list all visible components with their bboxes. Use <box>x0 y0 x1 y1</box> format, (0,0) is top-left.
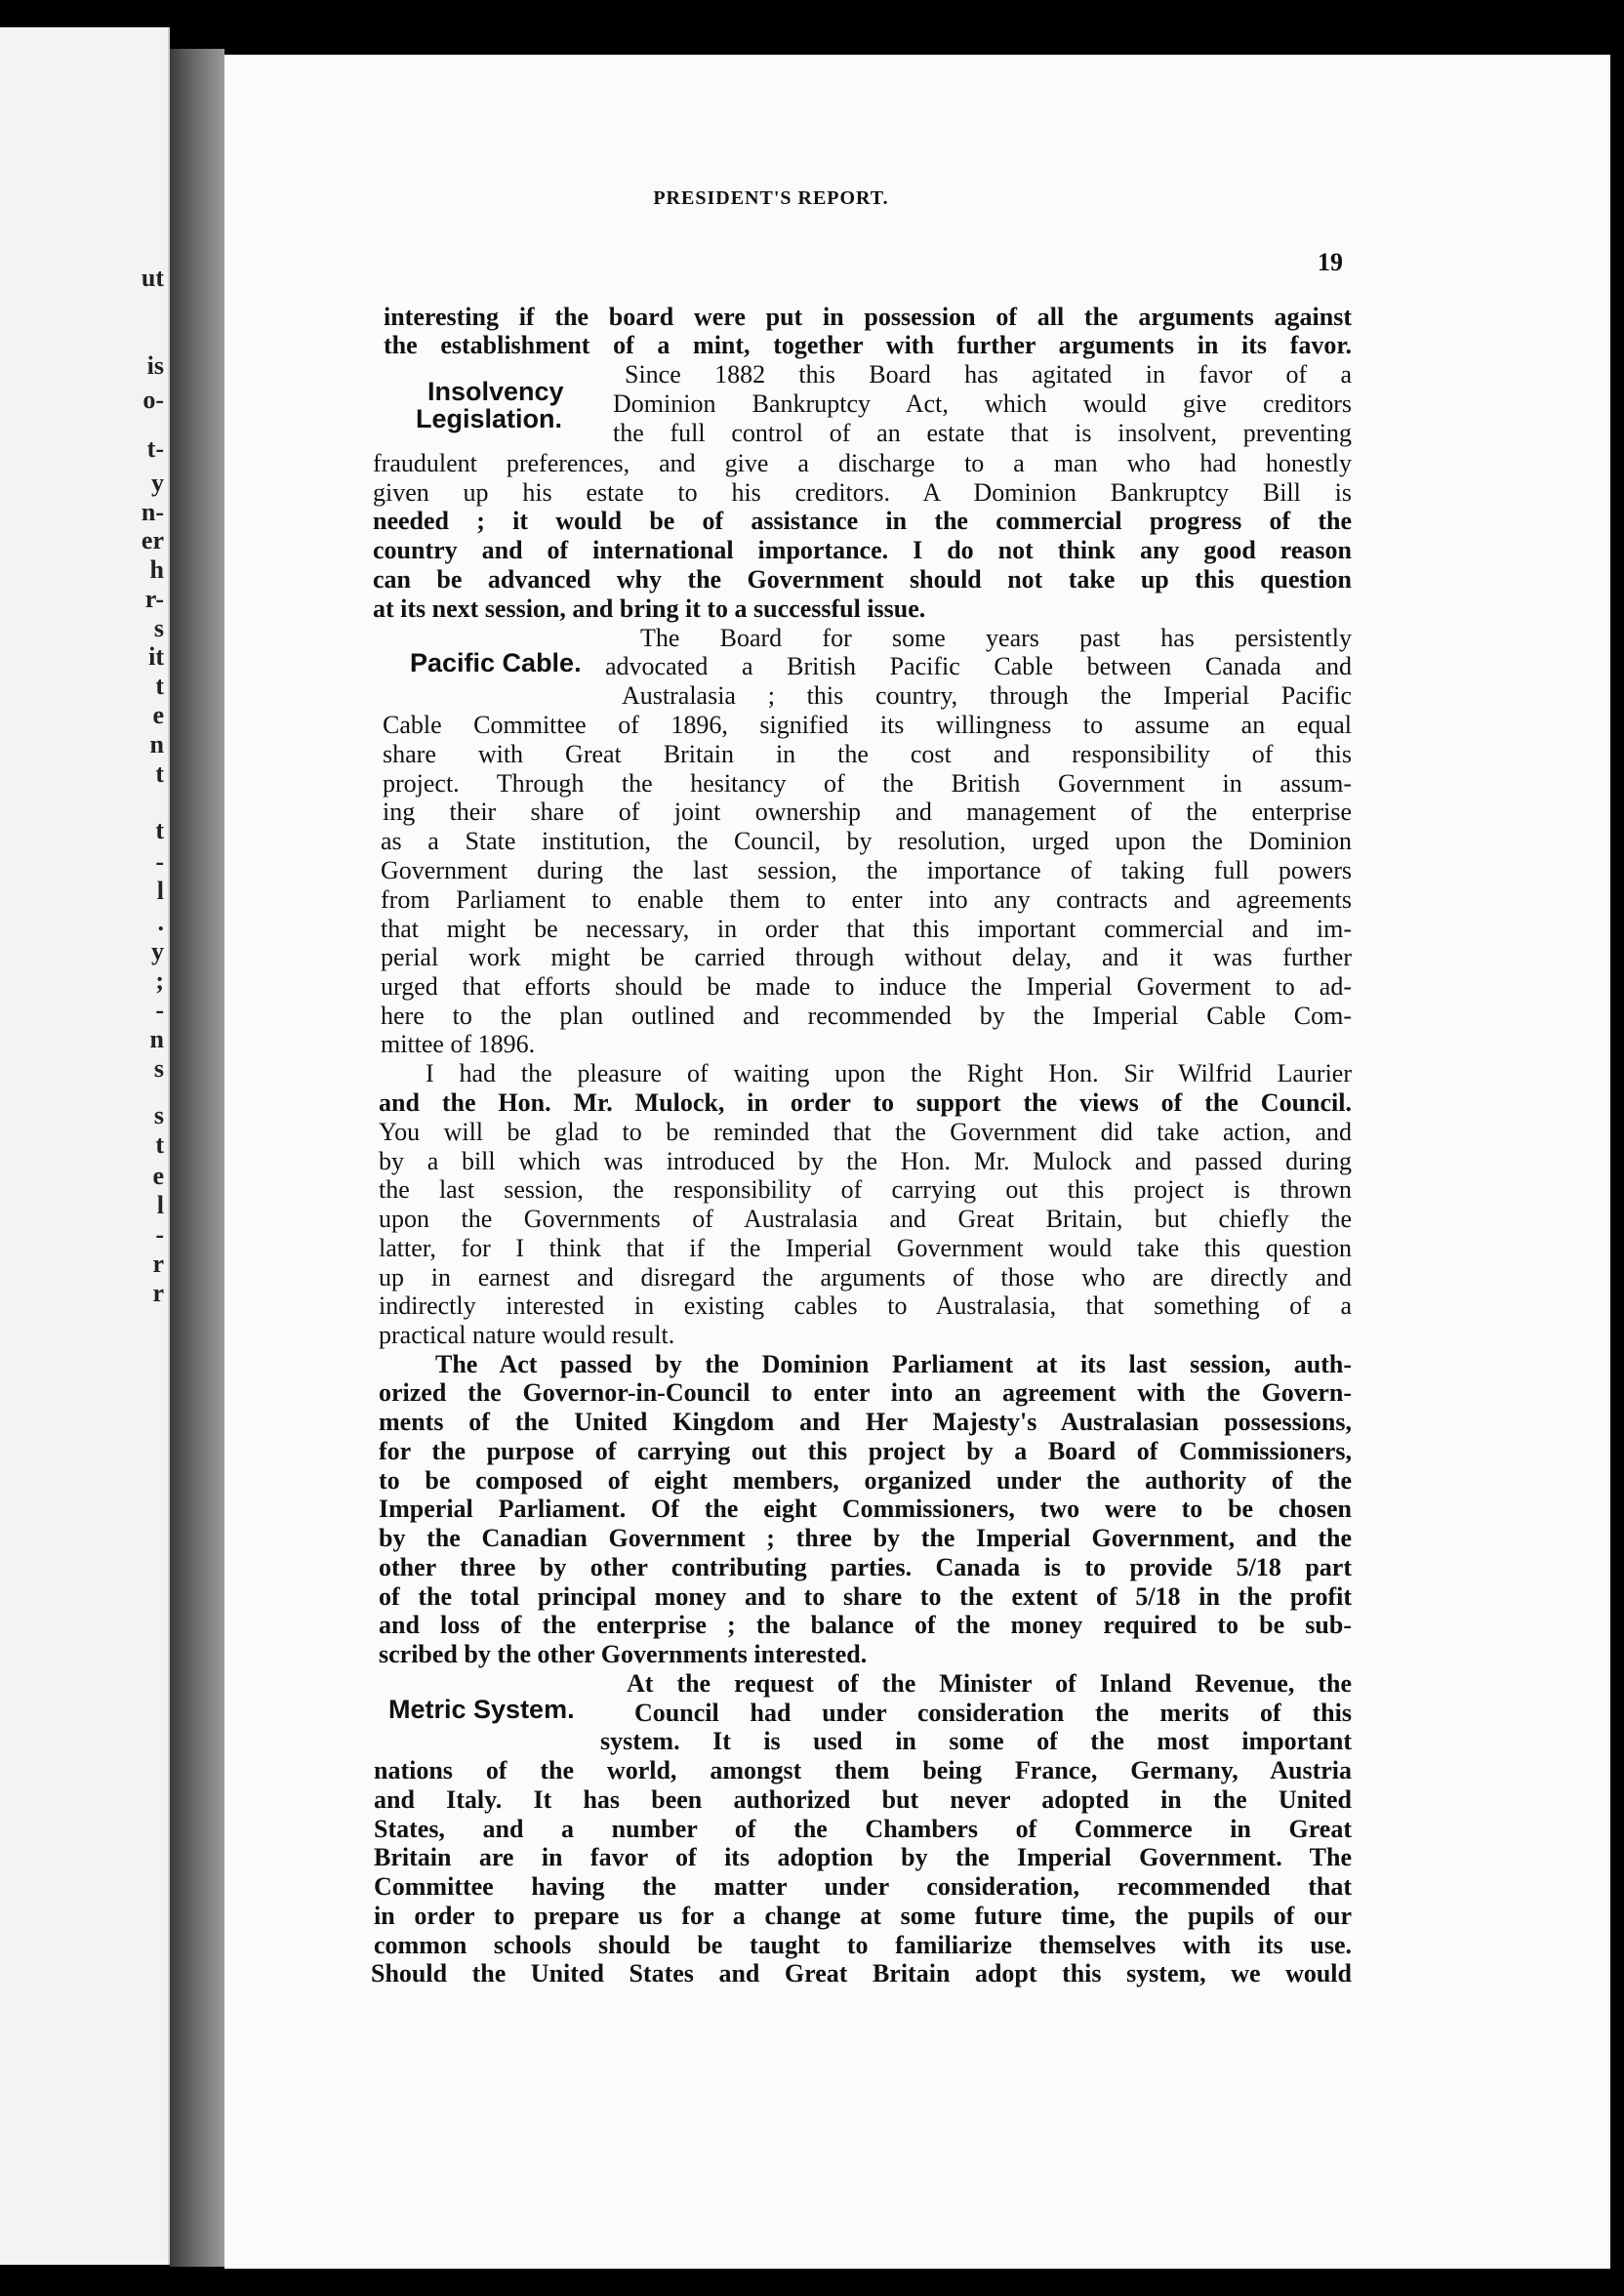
text-line: Since 1882 this Board has agitated in favor of a <box>625 360 1352 389</box>
facing-page-fragment: y <box>151 469 164 497</box>
text-line: At the request of the Minister of Inland Revenue, the <box>627 1669 1352 1698</box>
facing-page-fragment: ; <box>155 966 164 995</box>
facing-page-fragment: t <box>155 816 164 844</box>
text-line: Cable Committee of 1896, signified its willingness to assume an equal <box>383 711 1352 739</box>
text-line: needed ; it would be of assistance in the commercial progress of the <box>373 507 1352 535</box>
facing-page-fragment: s <box>153 1054 164 1083</box>
text-line: upon the Governments of Australasia and Great Britain, but chiefly the <box>379 1205 1352 1233</box>
text-line: by the Canadian Government ; three by the Imperial Government, and the <box>379 1524 1352 1552</box>
text-line: the full control of an estate that is insolvent, preventing <box>613 419 1352 447</box>
running-title: PRESIDENT'S REPORT. <box>653 187 889 209</box>
text-line: latter, for I think that if the Imperial Government would take this question <box>379 1234 1352 1262</box>
text-line: Committee having the matter under consideration, recommended that <box>374 1872 1352 1901</box>
text-line: can be advanced why the Government should not take up this question <box>373 565 1352 594</box>
facing-page-fragment: t- <box>146 434 164 463</box>
text-line: to be composed of eight members, organized under the authority of the <box>379 1466 1352 1495</box>
facing-page-fragment: r <box>152 1279 164 1307</box>
facing-page-fragment: it <box>148 642 164 671</box>
facing-page-fragment: o- <box>142 386 164 414</box>
text-line: country and of international importance. I do not think any good reason <box>373 536 1352 564</box>
facing-page-edge <box>0 27 170 2265</box>
text-line: by a bill which was introduced by the Hon. Mr. Mulock and passed during <box>379 1147 1352 1175</box>
facing-page-fragment: s <box>153 614 164 642</box>
text-line: system. It is used in some of the most important <box>600 1727 1352 1755</box>
facing-page-fragment: l <box>156 877 164 905</box>
text-line: for the purpose of carrying out this project by a Board of Commissioners, <box>379 1437 1352 1465</box>
text-line: other three by other contributing parties. Canada is to provide 5/18 part <box>379 1553 1352 1581</box>
facing-page-fragment: h <box>149 555 164 584</box>
facing-page-fragment: t <box>155 1130 164 1159</box>
sidenote-pacific-cable: Pacific Cable. <box>410 648 582 677</box>
text-line: orized the Governor-in-Council to enter into an agreement with the Govern- <box>379 1378 1352 1407</box>
facing-page-fragment: e <box>152 701 164 729</box>
text-line: mittee of 1896. <box>381 1030 536 1058</box>
facing-page-fragment: r- <box>144 585 164 613</box>
sidenote-metric-system: Metric System. <box>388 1695 575 1724</box>
text-line: project. Through the hesitancy of the British Government in assum- <box>383 769 1352 798</box>
text-line: as a State institution, the Council, by resolution, urged upon the Dominion <box>381 827 1352 855</box>
facing-page-fragment: y <box>151 937 164 965</box>
text-line: States, and a number of the Chambers of Commerce in Great <box>374 1815 1352 1843</box>
text-line: and loss of the enterprise ; the balance of the money required to be sub- <box>379 1611 1352 1639</box>
text-line: up in earnest and disregard the arguments of those who are directly and <box>379 1263 1352 1292</box>
text-line: Dominion Bankruptcy Act, which would give creditors <box>613 390 1352 418</box>
facing-page-fragment: r <box>152 1250 164 1278</box>
text-line: ments of the United Kingdom and Her Majesty's Australasian possessions, <box>379 1408 1352 1436</box>
text-line: at its next session, and bring it to a successful issue. <box>373 594 926 623</box>
text-line: interesting if the board were put in possession of all the arguments against <box>384 303 1352 331</box>
text-line: that might be necessary, in order that this important commercial and im- <box>381 915 1352 943</box>
text-line: from Parliament to enable them to enter into any contracts and agreements <box>381 885 1352 914</box>
facing-page-fragment: ut <box>141 264 164 292</box>
facing-page-fragment: t <box>155 759 164 788</box>
text-line: Government during the last session, the importance of taking full powers <box>381 856 1352 884</box>
facing-page-fragment: er <box>141 526 164 554</box>
facing-page-fragment: n <box>149 730 164 758</box>
text-line: share with Great Britain in the cost and responsibility of this <box>383 740 1352 768</box>
text-line: and Italy. It has been authorized but never adopted in the United <box>374 1785 1352 1814</box>
text-line: I had the pleasure of waiting upon the Right Hon. Sir Wilfrid Laurier <box>426 1059 1352 1087</box>
facing-page-fragment: t <box>155 672 164 700</box>
text-line: here to the plan outlined and recommended by the Imperial Cable Com- <box>381 1002 1352 1030</box>
text-line: Council had under consideration the merits of this <box>634 1699 1352 1727</box>
text-line: Australasia ; this country, through the Imperial Pacific <box>622 681 1352 710</box>
book-gutter <box>170 49 224 2267</box>
page-number: 19 <box>1318 248 1343 276</box>
facing-page-fragment: - <box>155 847 164 876</box>
text-line: Britain are in favor of its adoption by the Imperial Government. The <box>374 1843 1352 1871</box>
text-line: fraudulent preferences, and give a discharge to a man who had honestly <box>373 449 1352 477</box>
facing-page-fragment: is <box>146 351 164 380</box>
text-line: The Board for some years past has persistently <box>640 624 1352 652</box>
text-line: scribed by the other Governments interested. <box>379 1640 868 1668</box>
text-line: common schools should be taught to familiarize themselves with its use. <box>374 1931 1352 1959</box>
text-line: You will be glad to be reminded that the Government did take action, and <box>379 1118 1352 1146</box>
facing-page-fragment: e <box>152 1162 164 1190</box>
facing-page-fragment: n- <box>141 498 164 526</box>
text-line: the last session, the responsibility of carrying out this project is thrown <box>379 1175 1352 1204</box>
facing-page-fragment: . <box>157 908 164 936</box>
text-line: indirectly interested in existing cables to Australasia, that something of a <box>379 1292 1352 1320</box>
text-line: practical nature would result. <box>379 1321 675 1349</box>
sidenote-insolvency-1: Insolvency <box>427 377 564 406</box>
text-line: in order to prepare us for a change at some future time, the pupils of our <box>374 1902 1352 1930</box>
text-line: the establishment of a mint, together with further arguments in its favor. <box>384 331 1352 359</box>
text-line: nations of the world, amongst them being France, Germany, Austria <box>374 1756 1352 1784</box>
text-line: Imperial Parliament. Of the eight Commissioners, two were to be chosen <box>379 1495 1352 1523</box>
text-line: advocated a British Pacific Cable between Canada and <box>605 652 1352 680</box>
facing-page-fragment: l <box>156 1191 164 1219</box>
facing-page-fragment: - <box>155 996 164 1024</box>
text-line: given up his estate to his creditors. A Dominion Bankruptcy Bill is <box>373 478 1352 507</box>
text-line: Should the United States and Great Britain adopt this system, we would <box>371 1959 1352 1988</box>
text-line: ing their share of joint ownership and management of the enterprise <box>383 798 1352 826</box>
facing-page-fragment: n <box>149 1025 164 1053</box>
facing-page-fragment: s <box>153 1101 164 1129</box>
text-line: The Act passed by the Dominion Parliament at its last session, auth- <box>435 1350 1352 1378</box>
text-line: of the total principal money and to share to the extent of 5/18 in the profit <box>379 1582 1352 1611</box>
facing-page-fragment: - <box>155 1220 164 1249</box>
text-line: perial work might be carried through without delay, and it was further <box>381 943 1352 971</box>
sidenote-insolvency-2: Legislation. <box>416 404 563 433</box>
text-line: urged that efforts should be made to induce the Imperial Goverment to ad- <box>381 972 1352 1001</box>
text-line: and the Hon. Mr. Mulock, in order to support the views of the Council. <box>379 1088 1352 1117</box>
